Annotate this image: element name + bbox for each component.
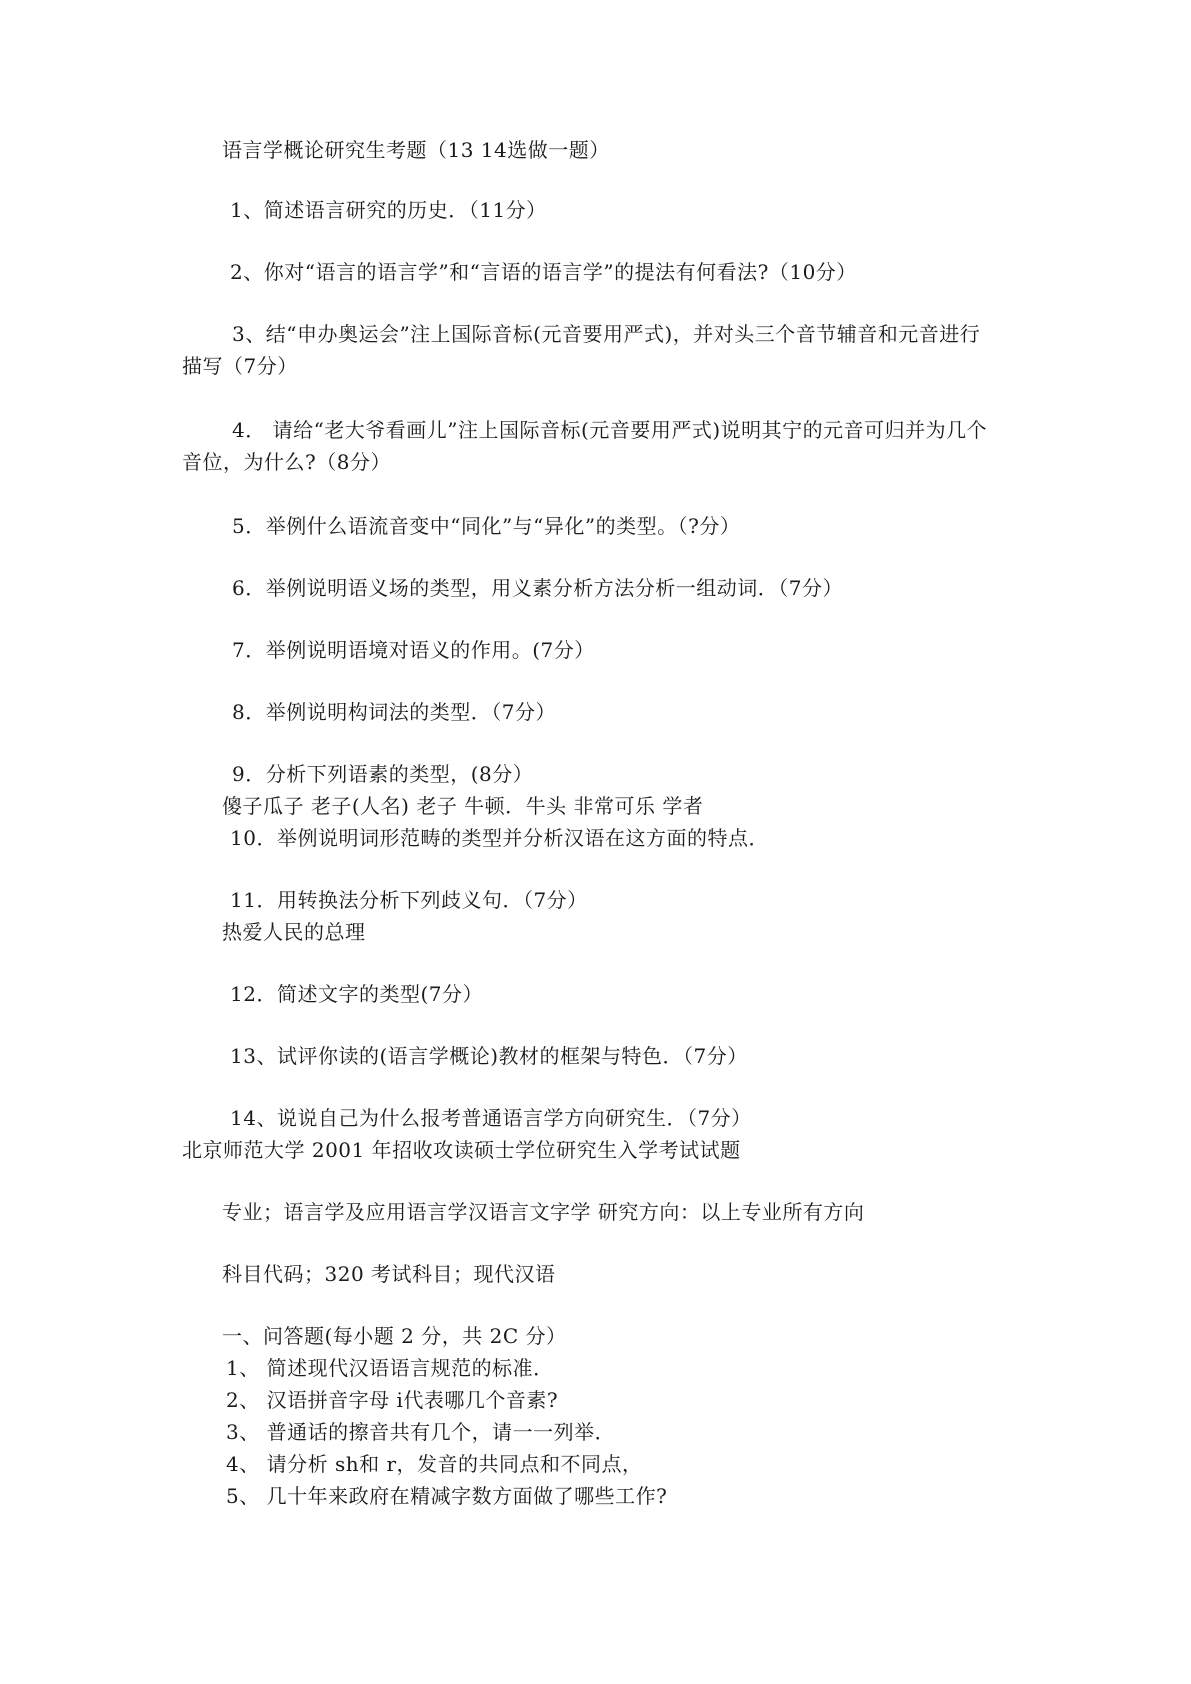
question-8: 8．举例说明构词法的类型．（7分） (232, 700, 556, 724)
question-3-line1: 3、结“申办奥运会”注上国际音标(元音要用严式)，并对头三个音节辅音和元音进行 (232, 322, 981, 346)
major-line: 专业；语言学及应用语言学汉语言文字学 研究方向：以上专业所有方向 (222, 1200, 865, 1224)
question-4-line2: 音位，为什么?（8分） (182, 450, 391, 474)
question-12: 12．简述文字的类型(7分） (230, 982, 483, 1006)
question-13: 13、试评你读的(语言学概论)教材的框架与特色．（7分） (230, 1044, 748, 1068)
question-9-items: 傻子瓜子 老子(人名) 老子 牛顿．牛头 非常可乐 学者 (222, 794, 704, 818)
section-heading: 一、问答题(每小题 2 分，共 2C 分） (222, 1324, 567, 1348)
question-7: 7．举例说明语境对语义的作用。(7分） (232, 638, 595, 662)
subquestion-3: 3、 普通话的擦音共有几个，请一一列举． (226, 1420, 616, 1444)
question-11: 11．用转换法分析下列歧义句．（7分） (230, 888, 588, 912)
subquestion-1: 1、 简述现代汉语语言规范的标准． (226, 1356, 554, 1380)
question-1: 1、简述语言研究的历史．（11分） (230, 198, 547, 222)
subquestion-4: 4、 请分析 sh和 r，发音的共同点和不同点， (226, 1452, 643, 1476)
exam-heading-bnu: 北京师范大学 2001 年招收攻读硕士学位研究生入学考试试题 (182, 1138, 741, 1162)
question-5: 5．举例什么语流音变中“同化”与“异化”的类型。（?分） (232, 514, 741, 538)
question-14: 14、说说自己为什么报考普通语言学方向研究生．（7分） (230, 1106, 752, 1130)
question-9: 9．分析下列语素的类型，(8分） (232, 762, 534, 786)
question-2: 2、你对“语言的语言学”和“言语的语言学”的提法有何看法?（10分） (230, 260, 857, 284)
question-3-line2: 描写（7分） (182, 354, 298, 378)
question-10: 10．举例说明词形范畴的类型并分析汉语在这方面的特点． (230, 826, 769, 850)
question-4-line1: 4． 请给“老大爷看画儿”注上国际音标(元音要用严式)说明其宁的元音可归并为几个 (232, 418, 988, 442)
subquestion-2: 2、 汉语拼音字母 i代表哪几个音素? (226, 1388, 559, 1412)
subject-code-line: 科目代码；320 考试科目；现代汉语 (222, 1262, 556, 1286)
exam-title: 语言学概论研究生考题（13 14选做一题） (222, 138, 610, 162)
question-6: 6．举例说明语义场的类型，用义素分析方法分析一组动词．（7分） (232, 576, 843, 600)
question-11-sentence: 热爱人民的总理 (222, 920, 366, 944)
subquestion-5: 5、 几十年来政府在精减字数方面做了哪些工作? (226, 1484, 668, 1508)
